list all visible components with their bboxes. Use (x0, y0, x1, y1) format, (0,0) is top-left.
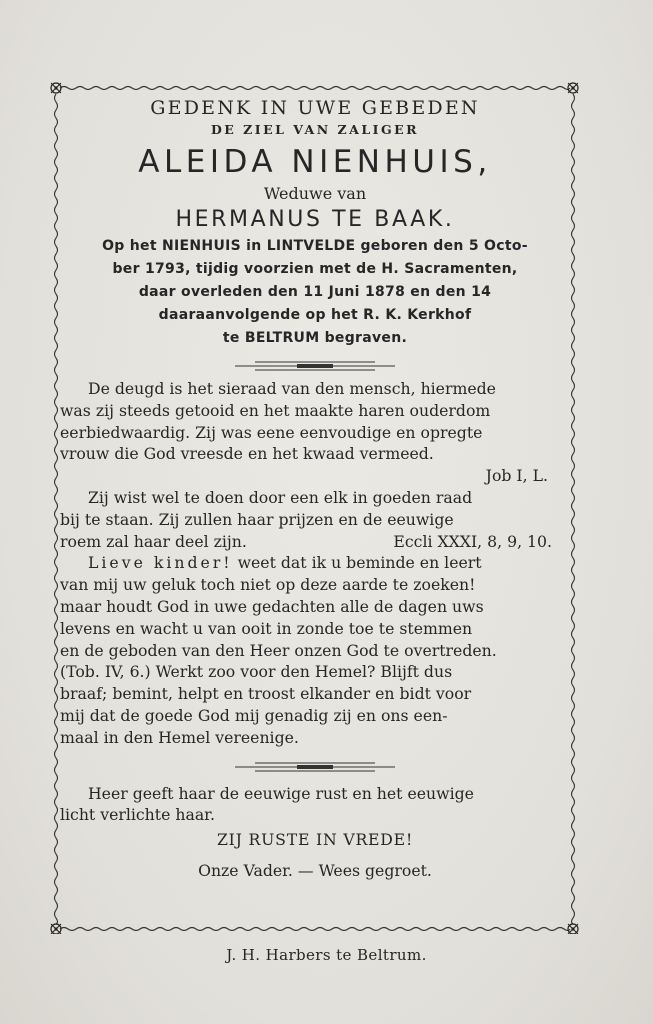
separator-svg (235, 757, 395, 777)
widow-of: Weduwe van (263, 184, 367, 203)
text-line: licht verlichte haar. (60, 805, 215, 825)
spaced-lead: Lieve kinder! (88, 553, 233, 573)
separator-rule (60, 356, 570, 378)
border-left (55, 94, 58, 924)
text-line: (Tob. IV, 6.) Werkt zoo voor den Hemel? Blijft dus (60, 662, 453, 682)
paragraph-prayer (60, 783, 570, 827)
separator-rule (60, 757, 570, 779)
bio-line: daaraanvolgende op het R. K. Kerkhof (158, 307, 472, 323)
scripture-reference: Job I, L. (485, 466, 548, 486)
text-line: vrouw die God vreesde en het kwaad vermeed. (60, 444, 434, 464)
text-line: was zij steeds getooid en het maakte haren ouderdom (60, 400, 491, 420)
text-line: maal in den Hemel vereenige. (60, 727, 299, 747)
bio-line: te BELTRUM begraven. (222, 330, 408, 346)
printer-credit: J. H. Harbers te Beltrum. (226, 946, 427, 964)
text-line-rest: weet dat ik u beminde en leert (232, 553, 482, 573)
rest-in-peace: ZIJ RUSTE IN VREDE! (216, 830, 414, 850)
text-line: eerbiedwaardig. Zij was eene eenvoudige en opregte (60, 422, 483, 442)
husband-name: HERMANUS TE BAAK. (175, 207, 455, 232)
corner-ornament-bottom-left (51, 924, 61, 934)
text-line: bij te staan. Zij zullen haar prijzen en de eeuwige (60, 509, 454, 529)
deceased-name: ALEIDA NIENHUIS, (138, 144, 492, 180)
border-bottom (60, 928, 570, 931)
separator-svg (235, 356, 395, 376)
bio-line: Op het NIENHUIS in LINTVELDE geboren den 5 Octo- (102, 238, 528, 254)
text-line: roem zal haar deel zijn. (60, 531, 247, 551)
text-line-with-ref (60, 531, 570, 553)
prayers-line: Onze Vader. — Wees gegroet. (198, 861, 432, 881)
text-line: mij dat de goede God mij genadig zij en ons een- (60, 705, 448, 725)
heading-soul: DE ZIEL VAN ZALIGER (210, 122, 420, 137)
border-top (60, 87, 570, 90)
text-line: Zij wist wel te doen door een elk in goeden raad (88, 487, 473, 507)
text-line: braaf; bemint, helpt en troost elkander en bidt voor (60, 684, 472, 704)
scripture-reference: Eccli XXXI, 8, 9, 10. (393, 531, 552, 551)
text-line (60, 552, 570, 574)
paragraph-virtue (60, 378, 570, 749)
text-line: van mij uw geluk toch niet op deze aarde te zoeken! (60, 575, 476, 595)
text-line: levens en wacht u van ooit in zonde toe te stemmen (60, 618, 473, 638)
biography (60, 235, 570, 350)
bio-line: daar overleden den 11 Juni 1878 en den 14 (138, 284, 492, 300)
heading-remember: GEDENK IN UWE GEBEDEN (150, 97, 480, 119)
text-line: De deugd is het sieraad van den mensch, hiermede (88, 379, 496, 398)
corner-ornament-top-left (51, 83, 61, 93)
text-line: Heer geeft haar de eeuwige rust en het eeuwige (88, 783, 474, 803)
text-line: maar houdt God in uwe gedachten alle de dagen uws (60, 596, 484, 616)
text-line: en de geboden van den Heer onzen God te overtreden. (60, 640, 497, 660)
card-content (60, 96, 570, 884)
border-right (572, 94, 575, 924)
bio-line: ber 1793, tijdig voorzien met de H. Sacramenten, (112, 261, 518, 277)
